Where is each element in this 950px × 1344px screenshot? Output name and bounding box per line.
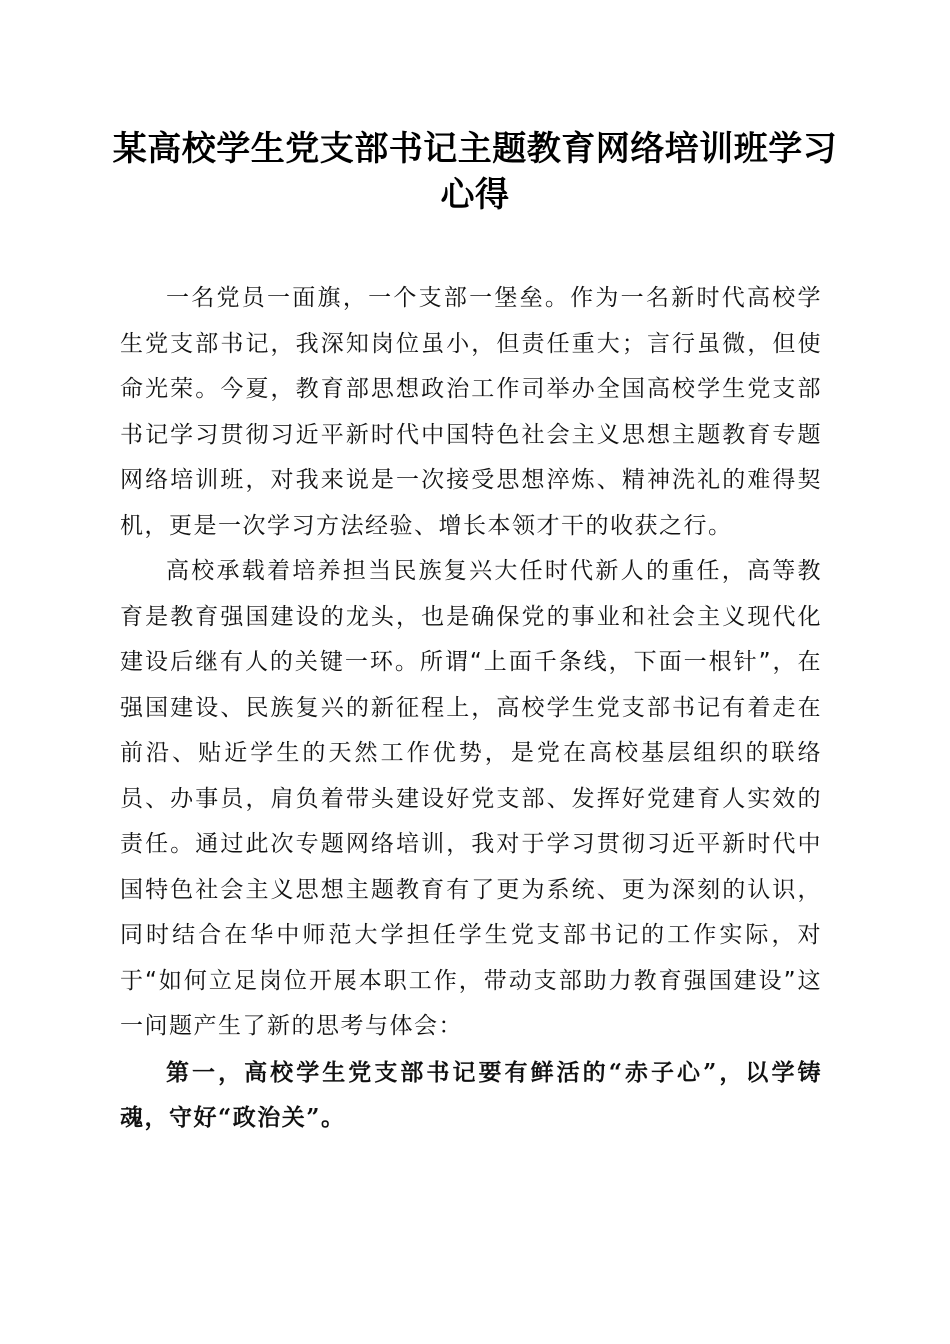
section-heading-first: 第一，高校学生党支部书记要有鲜活的“赤子心”，以学铸魂，守好“政治关”。: [120, 1058, 822, 1131]
document-title: 某高校学生党支部书记主题教育网络培训班学习心得: [112, 129, 838, 215]
paragraph-context: 高校承载着培养担当民族复兴大任时代新人的重任，高等教育是教育强国建设的龙头，也是确保党的事业和社会主义现代化建设后继有人的关键一环。所谓“上面千条线，下面一根针”，在强国建设、民族复兴的新征程上，高校学生党支部书记有着走在前沿、贴近学生的天然工作优势，是党在高校基层组织的联络员、办事员，肩负着带头建设好党支部、发挥好党建育人实效的责任。通过此次专题网络培训，我对于学习贯彻习近平新时代中国特色社会主义思想主题教育有了更为系统、更为深刻的认识，同时结合在华中师范大学担任学生党支部书记的工作实际，对于“如何立足岗位开展本职工作，带动支部助力教育强国建设”这一问题产生了新的思考与体会：: [120, 558, 822, 1039]
document-body: [120, 276, 822, 1141]
paragraph-intro: 一名党员一面旗，一个支部一堡垒。作为一名新时代高校学生党支部书记，我深知岗位虽小，但责任重大；言行虽微，但使命光荣。今夏，教育部思想政治工作司举办全国高校学生党支部书记学习贯彻习近平新时代中国特色社会主义思想主题教育专题网络培训班，对我来说是一次接受思想淬炼、精神洗礼的难得契机，更是一次学习方法经验、增长本领才干的收获之行。: [120, 285, 822, 539]
